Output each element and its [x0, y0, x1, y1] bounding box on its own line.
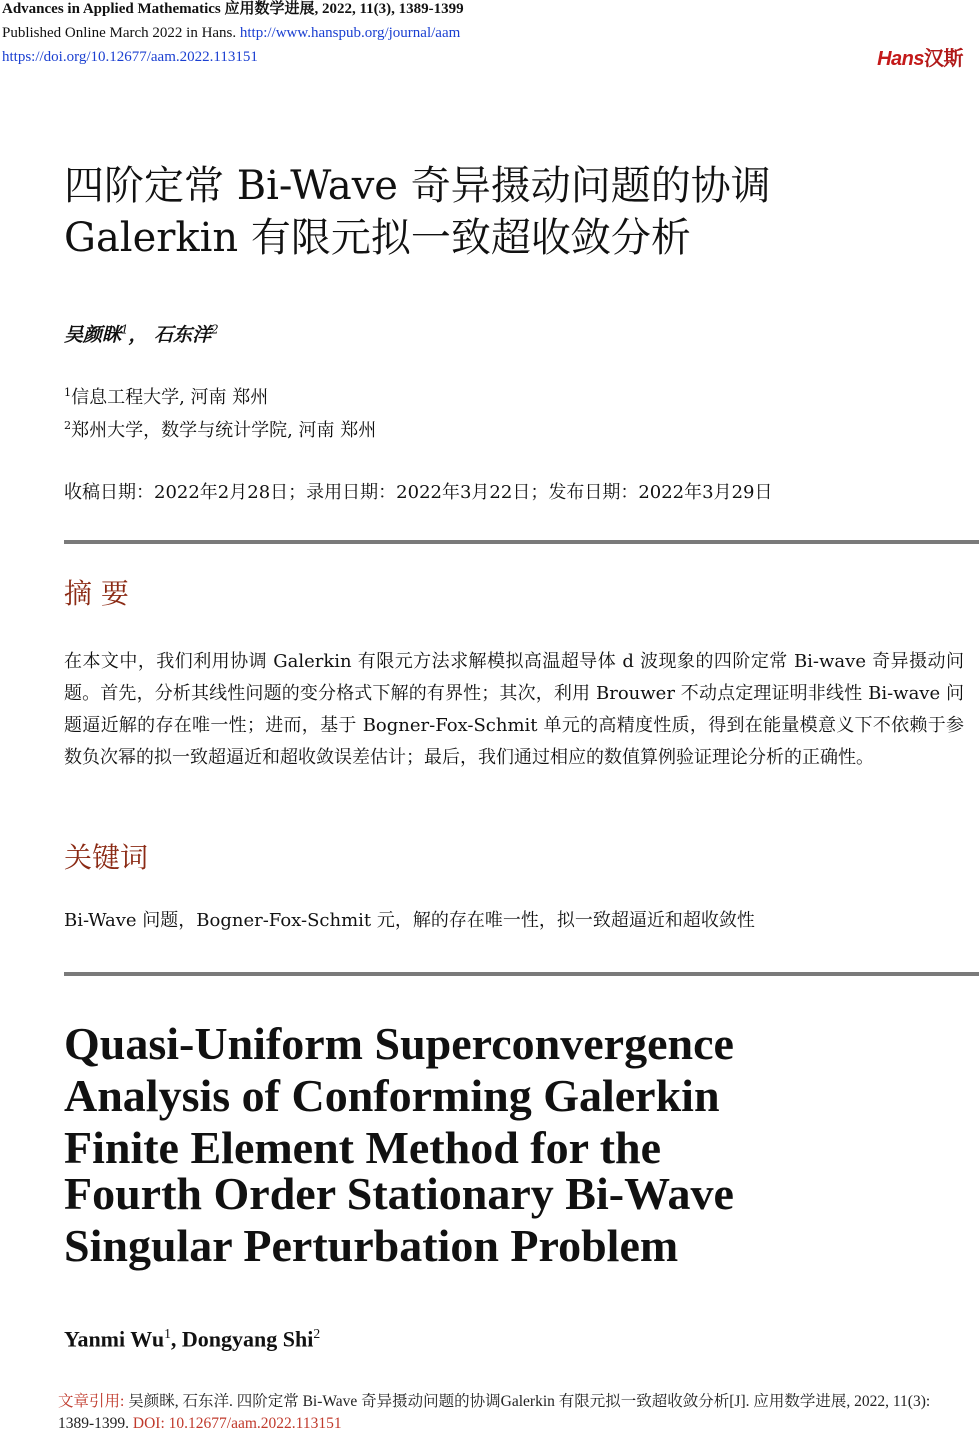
- english-title-line: Quasi-Uniform Superconvergence: [64, 1018, 734, 1069]
- abstract-text: 在本文中，我们利用协调 Galerkin 有限元方法求解模拟高温超导体 d 波现象的四阶定常 Bi-wave 奇异摄动问题。首先，分析其线性问题的变分格式下解的有界性；其次，利用 Brouwer 不动点定理证明非线性 Bi-wave 问题逼近解的存在唯一性；进而，基于 Bogner-Fox-Schmit 单元的高精度性质，得到在能量模意义下不依赖于参数负次幂的拟一致超逼近和超收敛误差估计；最后，我们通过相应的数值算例验证理论分析的正确性。: [64, 651, 964, 768]
- received-dates: 收稿日期：2022年2月28日；录用日期：2022年3月22日；发布日期：2022年3月29日: [64, 482, 773, 503]
- author-en-sup: 2: [313, 1326, 321, 1341]
- author-cn-sup: 1: [121, 322, 129, 337]
- journal-line: Advances in Applied Mathematics 应用数学进展, 2022, 11(3), 1389-1399: [2, 1, 464, 17]
- english-title-line: Fourth Order Stationary Bi-Wave: [64, 1168, 734, 1219]
- author-cn-name: 吴颜眯: [64, 324, 122, 346]
- keywords-text: Bi-Wave 问题，Bogner-Fox-Schmit 元，解的存在唯一性，拟一致超逼近和超收敛性: [64, 910, 755, 931]
- author-cn-name: 石东洋: [154, 324, 212, 346]
- authors-en: [64, 1326, 320, 1352]
- divider-bottom: [64, 972, 979, 976]
- affiliation-text: 信息工程大学, 河南 郑州: [71, 387, 269, 408]
- citation-label: 文章引用:: [58, 1393, 129, 1410]
- english-title-line: Singular Perturbation Problem: [64, 1220, 679, 1271]
- citation: [58, 1391, 966, 1435]
- doi-url-link[interactable]: https://doi.org/10.12677/aam.2022.113151: [2, 49, 258, 65]
- affiliation-sup: 1: [64, 386, 72, 399]
- affiliation-sup: 2: [64, 419, 72, 432]
- author-en-name: Dongyang Shi: [181, 1326, 314, 1352]
- chinese-title-line-2: Galerkin 有限元拟一致超收敛分析: [64, 215, 691, 261]
- abstract-heading: 摘 要: [64, 577, 129, 610]
- affiliation-2: [64, 416, 376, 442]
- divider-top: [64, 540, 979, 544]
- author-cn-sup: 2: [211, 322, 219, 337]
- citation-text: 吴颜眯, 石东洋. 四阶定常 Bi-Wave 奇异摄动问题的协调Galerkin 有限元拟一致超收敛分析[J]. 应用数学进展, 2022, 11(3): 1389-1399.: [58, 1393, 931, 1432]
- hans-logo: [877, 42, 963, 71]
- journal-url-link[interactable]: http://www.hanspub.org/journal/aam: [239, 25, 461, 41]
- authors-cn: [64, 320, 219, 347]
- author-cn-sep: ，: [128, 324, 148, 346]
- author-en-sup: 1: [164, 1326, 171, 1341]
- author-en-name: Yanmi Wu: [64, 1326, 165, 1352]
- published-line: [2, 24, 460, 42]
- logo-latin: Hans: [877, 48, 924, 70]
- published-text: Published Online March 2022 in Hans.: [2, 25, 237, 41]
- affiliation-text: 郑州大学，数学与统计学院, 河南 郑州: [71, 420, 377, 441]
- keywords-heading: 关键词: [64, 841, 149, 874]
- chinese-title: [64, 160, 944, 264]
- author-en-sep: ,: [170, 1326, 182, 1352]
- chinese-title-line-1: 四阶定常 Bi-Wave 奇异摄动问题的协调: [64, 163, 771, 209]
- english-title: [64, 1018, 944, 1272]
- logo-cn: 汉斯: [924, 48, 963, 70]
- english-title-line: Finite Element Method for the: [64, 1122, 662, 1173]
- english-title-line: Analysis of Conforming Galerkin: [64, 1070, 720, 1121]
- citation-doi-link[interactable]: DOI: 10.12677/aam.2022.113151: [132, 1415, 342, 1432]
- affiliation-1: [64, 383, 268, 409]
